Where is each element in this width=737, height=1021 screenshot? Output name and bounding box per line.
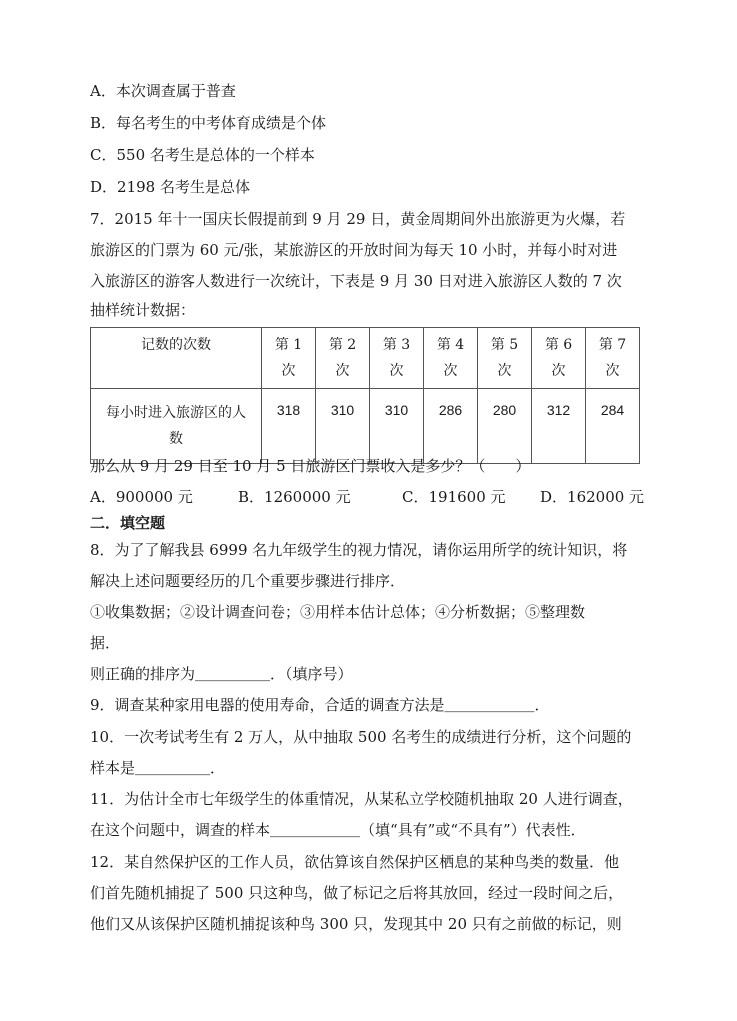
- table-cell: 284: [586, 389, 640, 464]
- table-header-cell: 第 2 次: [316, 328, 370, 389]
- table-header-cell: 第 1 次: [262, 328, 316, 389]
- q7-option-c: C．191600 元: [402, 488, 506, 506]
- q11-text-line-2: 在这个问题中，调查的样本＿＿＿＿＿＿（填“具有”或“不具有”）代表性．: [90, 821, 586, 839]
- table-header-cell: 第 4 次: [424, 328, 478, 389]
- table-cell: 310: [316, 389, 370, 464]
- q8-text-line-3: ①收集数据；②设计调查问卷；③用样本估计总体；④分析数据；⑤整理数: [90, 603, 586, 621]
- q12-text-line-3: 他们又从该保护区随机捕捉该种鸟 300 只，发现其中 20 只有之前做的标记，则: [90, 915, 622, 933]
- q7-data-table: [90, 327, 640, 464]
- table-cell: 286: [424, 389, 478, 464]
- table-row-label: 记数的次数: [91, 328, 262, 389]
- q7-option-a: A．900000 元: [90, 488, 193, 506]
- q7-text-line-2: 旅游区的门票为 60 元/张，某旅游区的开放时间为每天 10 小时，并每小时对进: [90, 241, 618, 259]
- q12-text-line-2: 们首先随机捕捉了 500 只这种鸟，做了标记之后将其放回，经过一段时间之后，: [90, 884, 624, 902]
- q7-text-line-3: 入旅游区的游客人数进行一次统计，下表是 9 月 30 日对进入旅游区人数的 7 次: [90, 272, 622, 290]
- table-header-cell: 第 5 次: [478, 328, 532, 389]
- q6-option-c: C．550 名考生是总体的一个样本: [90, 146, 315, 164]
- q8-text-line-1: 8．为了了解我县 6999 名九年级学生的视力情况，请你运用所学的统计知识，将: [90, 541, 628, 559]
- table-header-cell: 第 6 次: [532, 328, 586, 389]
- table-header-cell: 第 3 次: [370, 328, 424, 389]
- table-header-cell: 第 7 次: [586, 328, 640, 389]
- q6-option-a: A．本次调查属于普查: [90, 82, 236, 100]
- q10-text-line-2: 样本是＿＿＿＿＿．: [90, 759, 226, 777]
- q7-text-line-1: 7．2015 年十一国庆长假提前到 9 月 29 日，黄金周期间外出旅游更为火爆，若: [90, 210, 626, 228]
- q7-question: 那么从 9 月 29 日至 10 月 5 日旅游区门票收入是多少？（ ）: [90, 457, 531, 475]
- table-row: [91, 389, 640, 464]
- q6-option-b: B．每名考生的中考体育成绩是个体: [90, 114, 327, 132]
- table-cell: 310: [370, 389, 424, 464]
- q7-option-b: B．1260000 元: [238, 488, 351, 506]
- q8-text-line-2: 解决上述问题要经历的几个重要步骤进行排序．: [90, 572, 406, 590]
- q12-text-line-1: 12．某自然保护区的工作人员，欲估算该自然保护区栖息的某种鸟类的数量．他: [90, 853, 620, 871]
- q6-option-d: D．2198 名考生是总体: [90, 178, 250, 196]
- q10-text-line-1: 10．一次考试考生有 2 万人，从中抽取 500 名考生的成绩进行分析，这个问题的: [90, 728, 632, 746]
- q8-text-line-4: 据．: [90, 634, 121, 652]
- table-cell: 318: [262, 389, 316, 464]
- q8-text-line-5: 则正确的排序为＿＿＿＿＿．（填序号）: [90, 665, 353, 683]
- q7-text-line-4: 抽样统计数据：: [90, 301, 196, 319]
- q9-text: 9．调查某种家用电器的使用寿命，合适的调查方法是＿＿＿＿＿＿．: [90, 696, 550, 714]
- table-row-label: 每小时进入旅游区的人 数: [91, 389, 262, 464]
- table-row: [91, 328, 640, 389]
- table-cell: 280: [478, 389, 532, 464]
- section-title: 二．填空题: [90, 514, 166, 532]
- table-cell: 312: [532, 389, 586, 464]
- q7-option-d: D．162000 元: [540, 488, 645, 506]
- q11-text-line-1: 11．为估计全市七年级学生的体重情况，从某私立学校随机抽取 20 人进行调查，: [90, 790, 633, 808]
